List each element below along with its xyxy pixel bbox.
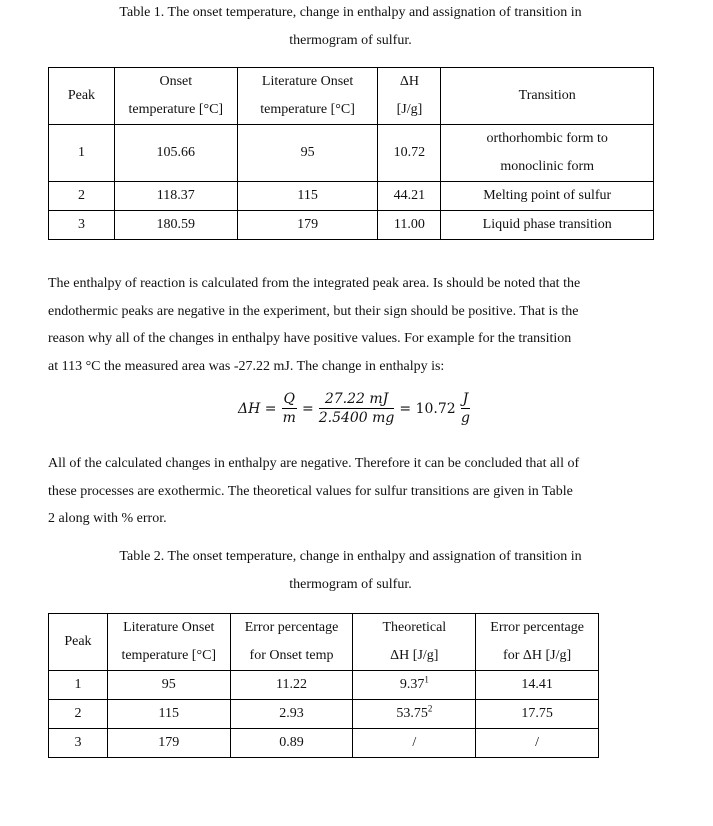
table1-header-row (49, 68, 654, 125)
paragraph-1-line2: endothermic peaks are negative in the experiment, but their sign should be positive. That is the (48, 303, 579, 319)
cell-transition: Liquid phase transition (441, 211, 654, 240)
theo-value: / (412, 735, 417, 750)
eq-m: m (282, 410, 296, 426)
table-row (49, 729, 599, 758)
eq-denominator: 2.5400 mg (318, 410, 395, 426)
table-row (49, 182, 654, 211)
header-onset-line1: Onset (159, 74, 193, 89)
cell-errdh: / (476, 729, 599, 758)
header-lit-line1: Literature Onset (261, 74, 354, 89)
cell-errdh: 17.75 (476, 700, 599, 729)
eq-result: = 10.72 (399, 400, 456, 417)
eq-equals: = (301, 400, 314, 417)
table1-header-onset (114, 68, 237, 125)
cell-errdh: 14.41 (476, 671, 599, 700)
header-err-line2: for Onset temp (249, 648, 334, 663)
footnote-ref: 1 (424, 674, 429, 685)
cell-onset: 118.37 (114, 182, 237, 211)
cell-theo (353, 671, 476, 700)
table2-header-row (49, 614, 599, 671)
cell-theo (353, 700, 476, 729)
header-dh-line2: [J/g] (396, 102, 423, 117)
eq-lhs: ΔH = (238, 400, 277, 417)
eq-unit-g: g (461, 410, 470, 426)
header-lit-line2: temperature [°C] (121, 648, 217, 663)
table2-header-theo (353, 614, 476, 671)
header-err-line1: Error percentage (244, 620, 339, 635)
header-errdh-line2: for ΔH [J/g] (503, 648, 572, 663)
paragraph-2 (48, 450, 658, 533)
table1-header-peak: Peak (49, 68, 115, 125)
header-onset-line2: temperature [°C] (128, 102, 224, 117)
table2-header-err (230, 614, 353, 671)
table-row (49, 700, 599, 729)
table2-caption-line2: thermogram of sulfur. (289, 577, 412, 592)
paragraph-1-line1: The enthalpy of reaction is calculated from the integrated peak area. Is should be noted that the (48, 276, 581, 291)
table1 (48, 67, 654, 240)
header-theo-line1: Theoretical (382, 620, 447, 635)
cell-lit: 179 (107, 729, 230, 758)
cell-peak: 2 (49, 700, 108, 729)
eq-q: Q (283, 391, 295, 407)
header-lit-line1: Literature Onset (123, 620, 215, 635)
header-lit-line2: temperature [°C] (260, 102, 355, 117)
cell-transition (441, 125, 654, 182)
cell-dh: 44.21 (378, 182, 441, 211)
table1-caption (48, 0, 653, 55)
cell-err: 11.22 (230, 671, 353, 700)
paragraph-2-line2: these processes are exothermic. The theoretical values for sulfur transitions are given in Table (48, 483, 573, 499)
cell-lit: 115 (237, 182, 378, 211)
header-errdh-line1: Error percentage (490, 620, 584, 635)
table2-caption-line1: Table 2. The onset temperature, change in enthalpy and assignation of transition in (119, 549, 582, 564)
table-row (49, 211, 654, 240)
eq-fraction-qm (282, 390, 297, 427)
paragraph-1-line4: at 113 °C the measured area was -27.22 mJ. The change in enthalpy is: (48, 358, 445, 374)
table1-header-lit (237, 68, 378, 125)
table-row (49, 125, 654, 182)
cell-err: 2.93 (230, 700, 353, 729)
table2-header-peak: Peak (49, 614, 108, 671)
table1-caption-line1: Table 1. The onset temperature, change in enthalpy and assignation of transition in (119, 5, 582, 20)
transition-line1: orthorhombic form to (486, 131, 608, 146)
table-row (49, 671, 599, 700)
eq-numerator: 27.22 mJ (319, 390, 395, 409)
cell-dh: 11.00 (378, 211, 441, 240)
cell-peak: 3 (49, 211, 115, 240)
table2-header-lit (107, 614, 230, 671)
cell-onset: 105.66 (114, 125, 237, 182)
cell-lit: 95 (107, 671, 230, 700)
cell-dh: 10.72 (378, 125, 441, 182)
paragraph-1-line3: reason why all of the changes in enthalpy have positive values. For example for the transition (48, 331, 572, 346)
paragraph-1 (48, 270, 658, 380)
paragraph-2-line1: All of the calculated changes in enthalpy are negative. Therefore it can be concluded that all of (48, 456, 580, 471)
transition-line2: monoclinic form (500, 159, 595, 174)
header-theo-line2: ΔH [J/g] (390, 648, 439, 663)
table1-header-transition: Transition (441, 68, 654, 125)
cell-lit: 115 (107, 700, 230, 729)
footnote-ref: 2 (427, 703, 433, 714)
cell-peak: 2 (49, 182, 115, 211)
paragraph-2-line3: 2 along with % error. (48, 511, 167, 526)
eq-fraction-values (319, 390, 395, 427)
cell-peak: 1 (49, 671, 108, 700)
eq-fraction-unit (461, 390, 471, 427)
table1-header-dh (378, 68, 441, 125)
cell-peak: 1 (49, 125, 115, 182)
cell-onset: 180.59 (114, 211, 237, 240)
cell-err: 0.89 (230, 729, 353, 758)
enthalpy-equation (238, 390, 478, 440)
eq-unit-j: J (462, 391, 469, 407)
cell-lit: 95 (237, 125, 378, 182)
theo-value: 9.37 (399, 677, 425, 692)
cell-theo (353, 729, 476, 758)
theo-value: 53.75 (396, 706, 428, 721)
cell-lit: 179 (237, 211, 378, 240)
table2-caption (48, 543, 653, 599)
header-dh-line1: ΔH (399, 74, 419, 89)
cell-transition: Melting point of sulfur (441, 182, 654, 211)
table2-header-errdh (476, 614, 599, 671)
table2 (48, 613, 599, 758)
table1-caption-line2: thermogram of sulfur. (289, 33, 412, 48)
cell-peak: 3 (49, 729, 108, 758)
